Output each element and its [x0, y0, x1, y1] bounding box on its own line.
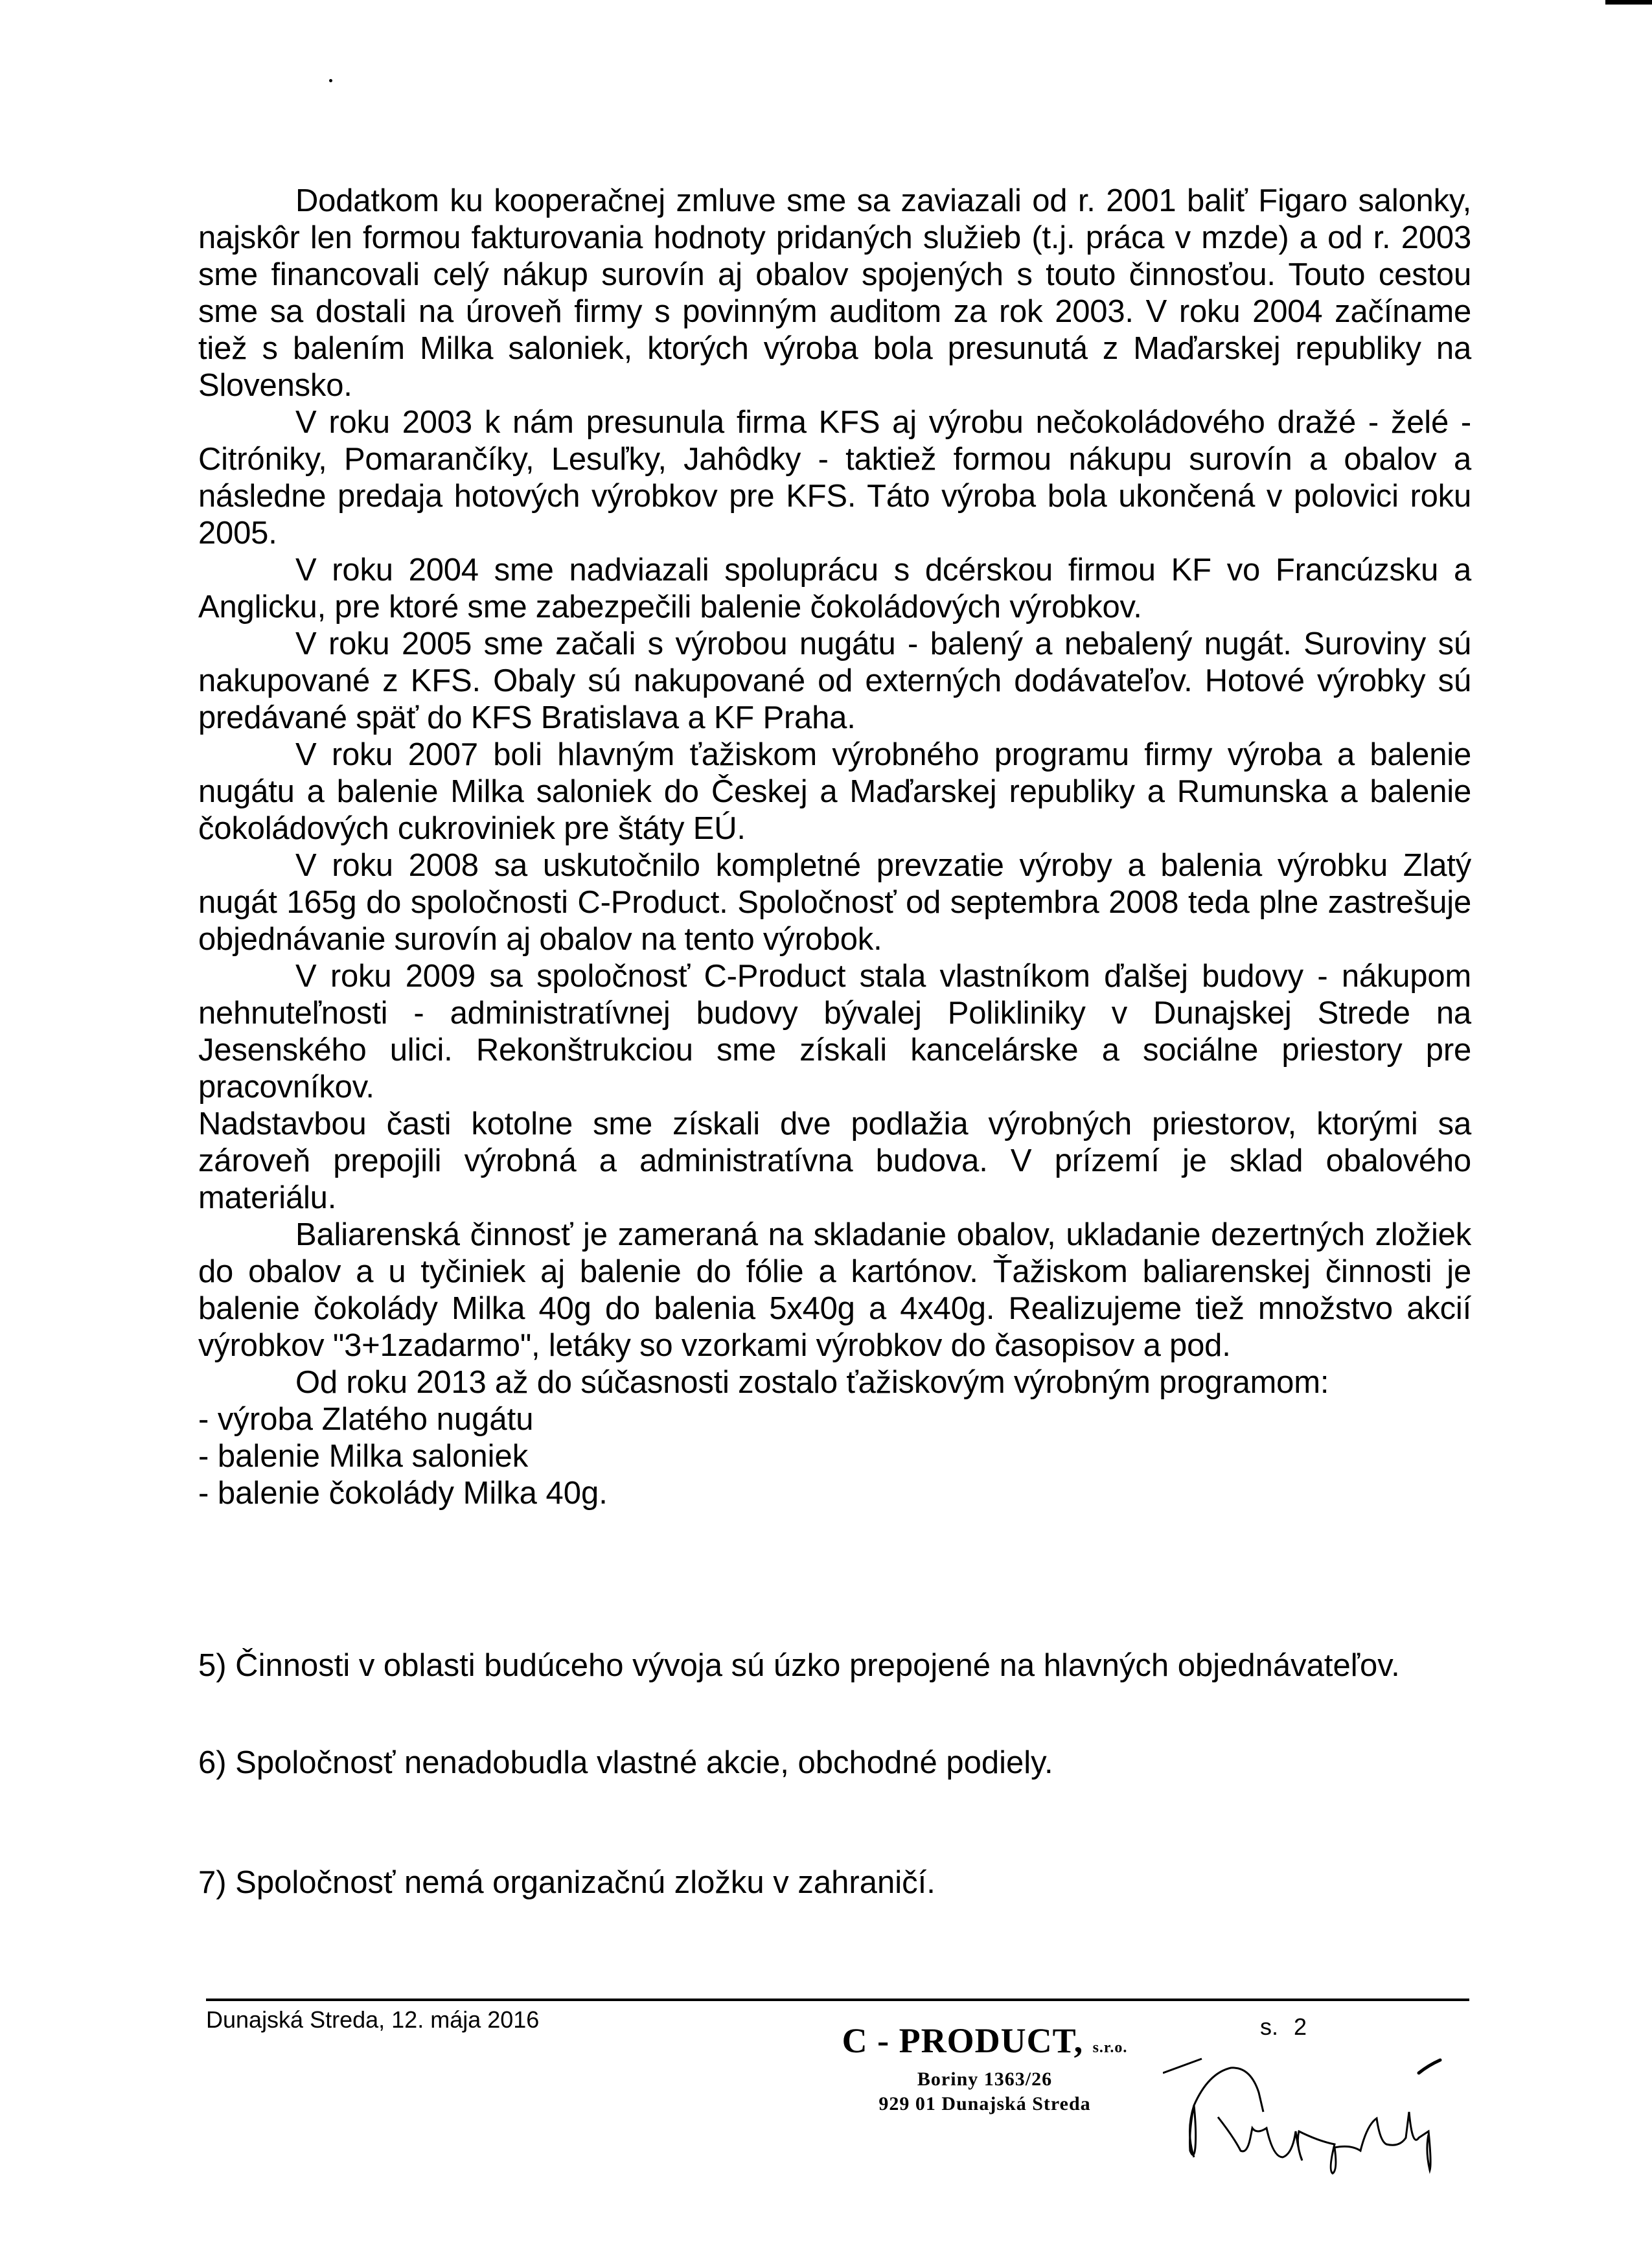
section-7: 7) Spoločnosť nemá organizačnú zložku v zahraničí. — [198, 1865, 935, 1900]
program-item: - výroba Zlatého nugátu — [198, 1402, 534, 1437]
paragraph-kfs-drazhe: V roku 2003 k nám presunula firma KFS aj výrobu nečokoládového dražé - želé - Citróniky, Pomarančíky, Lesuľky, Jahôdky - taktiež formou nákupu surovín a obalov a následne predaja hotových výrobkov pre KFS. Táto výroba bola ukončená v polovici roku 2005. — [198, 405, 1471, 551]
paragraph-2004-cooperation: V roku 2004 sme nadviazali spoluprácu s dcérskou firmou KF vo Francúzsku a Anglicku, pre ktoré sme zabezpečili balenie čokoládových výrobkov. — [198, 553, 1471, 624]
document-body — [198, 183, 1471, 1512]
footer-divider — [206, 1999, 1469, 2001]
section-5: 5) Činnosti v oblasti budúceho vývoja sú úzko prepojené na hlavných objednávateľov. — [198, 1648, 1400, 1683]
paragraph-program-intro: Od roku 2013 až do súčasnosti zostalo ťažiskovým výrobným programom: — [295, 1365, 1329, 1400]
stamp-street: Boriny 1363/26 — [917, 2068, 1053, 2090]
stamp-company: C - PRODUCT, — [842, 2021, 1084, 2060]
page-number: s. 2 — [1260, 2013, 1307, 2040]
scan-speck — [329, 79, 332, 82]
paragraph-2007-program: V roku 2007 boli hlavným ťažiskom výrobného programu firmy výroba a balenie nugátu a balenie Milka saloniek do Českej a Maďarskej republiky a Rumunska a balenie čokoládových cukroviniek pre štáty EÚ. — [198, 737, 1471, 846]
company-stamp — [836, 2021, 1134, 2116]
signature-icon — [1163, 2034, 1487, 2177]
paragraph-2005-nougat: V roku 2005 sme začali s výrobou nugátu - balený a nebalený nugát. Suroviny sú nakupované z KFS. Obaly sú nakupované od externých dodávateľov. Hotové výrobky sú predávané späť do KFS Bratislava a KF Praha. — [198, 626, 1471, 735]
paragraph-boiler-extension: Nadstavbou časti kotolne sme získali dve podlažia výrobných priestorov, ktorými sa zároveň prepojili výrobná a administratívna budova. V prízemí je sklad obalového materiálu. — [198, 1106, 1471, 1215]
section-6: 6) Spoločnosť nenadobudla vlastné akcie, obchodné podiely. — [198, 1745, 1053, 1780]
stamp-company-name — [836, 2021, 1134, 2067]
footer-place-date: Dunajská Streda, 12. mája 2016 — [206, 2006, 540, 2033]
program-list — [198, 1401, 1471, 1512]
stamp-legal-form: s.r.o. — [1092, 2039, 1128, 2056]
paragraph-2008-takeover: V roku 2008 sa uskutočnilo kompletné prevzatie výroby a balenia výrobku Zlatý nugát 165g do spoločnosti C-Product. Spoločnosť od septembra 2008 teda plne zastrešuje objednávanie surovín aj obalov na tento výrobok. — [198, 848, 1471, 957]
program-item: - balenie Milka saloniek — [198, 1439, 529, 1474]
scan-corner-mark — [1605, 0, 1652, 5]
program-item: - balenie čokolády Milka 40g. — [198, 1476, 608, 1511]
paragraph-figaro: Dodatkom ku kooperačnej zmluve sme sa zaviazali od r. 2001 baliť Figaro salonky, najskôr len formou fakturovania hodnoty pridaných služieb (t.j. práca v mzde) a od r. 2003 sme financovali celý nákup surovín aj obalov spojených s touto činnosťou. Touto cestou sme sa dostali na úroveň firmy s povinným auditom za rok 2003. V roku 2004 začíname tiež s balením Milka saloniek, ktorých výroba bola presunutá z Maďarskej republiky na Slovensko. — [198, 183, 1471, 403]
paragraph-packaging: Baliarenská činnosť je zameraná na skladanie obalov, ukladanie dezertných zložiek do obalov a u tyčiniek aj balenie do fólie a kartónov. Ťažiskom baliarenskej činnosti je balenie čokolády Milka 40g do balenia 5x40g a 4x40g. Realizujeme tiež množstvo akcií výrobkov "3+1zadarmo", letáky so vzorkami výrobkov do časopisov a pod. — [198, 1217, 1471, 1363]
stamp-city: 929 01 Dunajská Streda — [878, 2093, 1091, 2114]
paragraph-2009-building: V roku 2009 sa spoločnosť C-Product stala vlastníkom ďalšej budovy - nákupom nehnuteľnosti - administratívnej budovy bývalej Polikliniky v Dunajskej Strede na Jesenského ulici. Rekonštrukciou sme získali kancelárske a sociálne priestory pre pracovníkov. — [198, 959, 1471, 1105]
